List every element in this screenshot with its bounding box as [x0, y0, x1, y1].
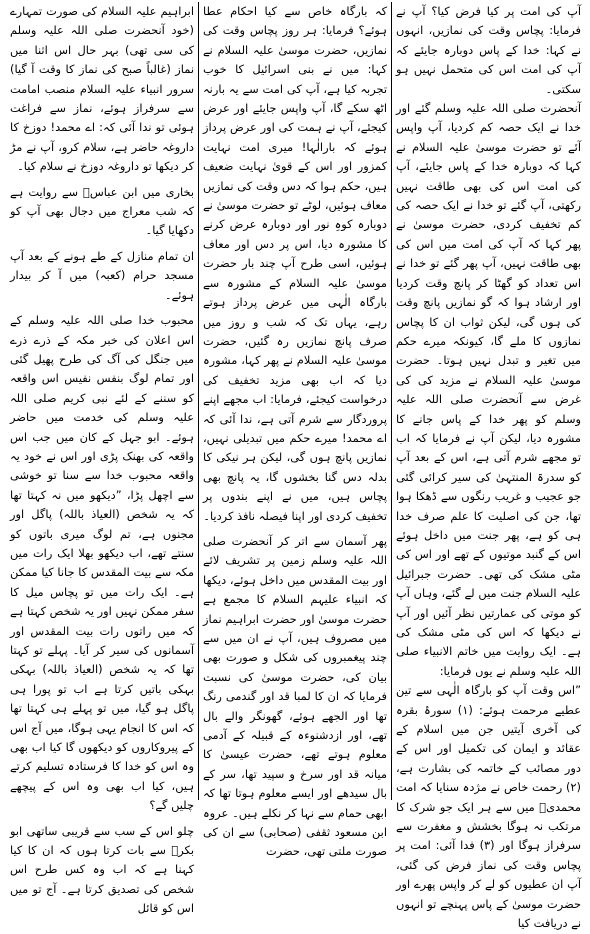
text-column-middle [199, 2, 392, 859]
paragraph: ”اس وقت آپ کو بارگاہ الٰہی سے تین عطیے مرحمت ہوئے: (۱) سورۂ بقرہ کی آخری آیتیں جن میں اسلام کے عقائد و ایمان کی تکمیل اور اس کے دور مصائب کے خاتمہ کی بشارت ہے، (۲) رحمت خاص نے مژدہ سنایا کہ امت محمدیؐ میں سے ہر ایک جو شرک کا مرتکب نہ ہوگا بخشش و مغفرت سے سرفراز ہوگا اور (۳) فدا آئی: امت پر پچاس وقت کی نماز فرض کی گئی، آپ ان عطیوں کو لے کر واپس پھرے اور حضرت موسیٰ کے پاس پہنچے تو انہوں نے دریافت کیا [396, 683, 582, 931]
paragraph: بخاری میں ابن عباسؓ سے روایت ہے کہ شب معراج میں دجال بھی آپ کو دکھایا گیا۔ [10, 184, 194, 238]
paragraph: کہ بارگاہ خاص سے کیا احکام عطا ہوئے؟ فرمایا: ہر روز پچاس وقت کی نمازیں، حضرت موسیٰ علیہ السلام نے کہا: میں نے بنی اسرائیل کا خوب تجربہ کیا ہے، آپ کی امت سے یہ بارنہ اٹھ سکے گا، آپ واپس جایئے اور عرض کیجئے، آپ نے ہمت کی اور عرض پرداز ہوئے کہ بارالٰہا! میری امت نہایت کمزور اور اس کے قویٰ نہایت ضعیف ہیں، حکم ہوا کہ دس وقت کی نمازیں معاف ہوئیں، لوٹے تو حضرت موسیٰ نے دوبارہ کوہِ نور اور دوبارہ عرض کرنے کا مشورہ دیا، اس پر دس اور معاف ہوئیں، اسی طرح آپ چند بار حضرت موسیٰ علیہ السلام کے مشورہ سے بارگاہ الٰہی میں عرض پرداز ہوتے رہے، یہاں تک کہ شب و روز میں صرف پانچ نمازیں رہ گئیں، حضرت موسیٰ علیہ السلام نے پھر کہا، مشورہ دیا کہ اب بھی مزید تخفیف کی درخواست کیجئے، فرمایا: اب مجھے اپنے پروردگار سے شرم آتی ہے، ندا آئی کہ اے محمد! میرے حکم میں تبدیلی نہیں، نمازیں پانچ ہوں گی، لیکن ہر نیکی کا بدلہ دس گنا بخشوں گا، یہ پانچ بھی پچاس ہیں، میں نے اپنے بندوں پر تخفیف کردی اور اپنا فیصلہ نافذ کردیا۔ [203, 4, 387, 523]
paragraph: پھر آسمان سے اتر کر آنحضرت صلی اللہ علیہ وسلم زمین پر تشریف لائے اور بیت المقدس میں داخل ہوئے، دیکھا کہ انبیاء علیہم السلام کا مجمع ہے حضرت موسیٰ اور حضرت ابراہیم نماز میں مصروف ہیں، آپ نے ان میں سے چند پیغمبروں کی شکل و صورت بھی بیان کی، حضرت موسیٰ کی نسبت فرمایا کہ ان کا لمبا قد اور گندمی رنگ تھا اور الجھے ہوئے، گھونگر والے بال تھے، اور ازدشنوءہ کے قبیلہ کے آدمی معلوم ہوتے تھے، حضرت عیسیٰ کا میانہ قد اور سرخ و سپید تھا، سر کے بال سیدھے اور ایسے معلوم ہوتا تھا کہ ابھی حمام سے نہا کر نکلے ہیں۔ عروہ ابن مسعود ثقفی (صحابی) سے ان کی صورت ملتی تھی، حضرت [203, 533, 387, 859]
paragraph: ابراہیم علیہ السلام کی صورت تمہارے (خود آنحضرت صلی اللہ علیہ وسلم کی سی تھی) بہر حال اس اثنا میں نماز (غالباً صبح کی نماز کا وقت آ گیا) سرور انبیاء علیہ السلام منصب امامت سے سرفراز ہوئے، نماز سے فراغت ہوئی تو ندا آئی کہ: اے محمد! دوزخ کا داروغہ حاضر ہے، سلام کرو، آپ نے مڑ کر دیکھا تو داروغہ دوزخ نے سلام کیا۔ [10, 4, 194, 174]
paragraph: آپ کی امت پر کیا فرض کیا؟ آپ نے فرمایا: پچاس وقت کی نمازیں، انہوں نے کہا: خدا کے پاس دوبارہ جایئے کہ آپ کی امت اس کی متحمل نہیں ہو سکتی۔ [396, 4, 581, 96]
paragraph: ان تمام منازل کے طے ہونے کے بعد آپ مسجد حرام (کعبہ) میں آ کر بیدار ہوئے۔ [10, 248, 194, 302]
paragraph: آنحضرت صلی اللہ علیہ وسلم گئے اور خدا نے ایک حصہ کم کردیا، آپ واپس آئے تو حضرت موسیٰ علیہ السلام نے کہا کہ دوبارہ خدا کے پاس جایئے، آپ کی امت اس کی بھی طاقت نہیں رکھتی، آپ گئے تو خدا نے ایک حصہ کی کم تخفیف کردی، حضرت موسیٰ نے پھر کہا کہ آپ کی امت میں اس کی بھی طاقت نہیں، آپ پھر گئے تو خدا نے اس تعداد کو گھٹا کر پانچ وقت کردیا اور ارشاد ہوا کہ گو نمازیں پانچ وقت کی ہوں گی، لیکن ثواب ان کا پچاس نمازوں کا ملے گا، کیونکہ میرے حکم میں تغیر و تبدل نہیں ہوتا۔ حضرت موسیٰ علیہ السلام نے مزید کی کی غرض سے آنحضرت صلی اللہ علیہ وسلم کو پھر خدا کے پاس جانے کا مشورہ دیا، لیکن آپ نے فرمایا کہ اب تو مجھے شرم آتی ہے، اس کے بعد آپ کو سدرۃ المنتہیٰ کی سیر کرائی گئی جو عجیب و غریب رنگوں سے ڈھکا ہوا تھا، جن کی اصلیت کا علم صرف خدا ہی کو ہے، پھر جنت میں داخل ہوئے اس کے گنبد موتیوں کے تھے اور اس کی مٹی مشک کی تھی۔ حضرت جبرائیل علیہ السلام جنت میں لے گئے، وہاں آپ کو موتی کی عمارتیں نظر آئیں اور آپ نے دیکھا کہ اس کی مٹی مشک کی ہے۔ ایک روایت میں خاتم الانبیاء صلی اللہ علیہ وسلم نے یوں فرمایا: [396, 101, 581, 678]
text-column-left [6, 2, 199, 916]
paragraph: چلو اس کے سب سے قریبی ساتھی ابو بکرؓ سے بات کرتا ہوں کہ ان کا کیا کہنا ہے کہ اب وہ کس طرح اس شخص کی تصدیق کرتا ہے۔ آج تو میں اس کو قائل [10, 823, 194, 916]
paragraph: محبوب خدا صلی اللہ علیہ وسلم کے اس اعلان کی خبر مکہ کے ذرے ذرے میں جنگل کی آگ کی طرح پھیل گئی اور تمام لوگ بنفس نفیس اس واقعہ کو سننے کے لئے نبی کریم صلی اللہ علیہ وسلم کی خدمت میں حاضر ہوئے۔ ابو جہل کے کان میں جب اس واقعہ کی بھنک پڑی اور اس نے خود یہ واقعہ محبوب خدا سے سنا تو خوشی سے اچھل پڑا، ”دیکھو میں نہ کہتا تھا کہ یہ شخص (العیاذ باللہ) پاگل اور مجنوں ہے، تم لوگ میری باتوں کو سنتے تھے، اب دیکھو بھلا ایک رات میں مکہ سے بیت المقدس کا جانا کیا ممکن ہے۔ ایک رات میں تو پچاس میل کا سفر ممکن نہیں اور یہ شخص کہتا ہے کہ میں راتوں رات بیت المقدس اور آسمانوں کی سیر کر آیا۔ پہلے تو کہتا تھا کہ یہ شخص (العیاذ باللہ) بہکی بہکی باتیں کرتا ہے اب تو پورا ہی پاگل ہو گیا، میں تو پہلے ہی کہتا تھا کہ اس کا انجام یہی ہوگا، میں آج اس کے پیروکاروں کو دیکھوں گا کیا اب بھی وہ اس کو خدا کا فرستادہ تسلیم کرتے ہیں، کیا اب بھی وہ اس کے پیچھے چلیں گے؟ [10, 313, 194, 813]
text-column-right [392, 2, 585, 931]
